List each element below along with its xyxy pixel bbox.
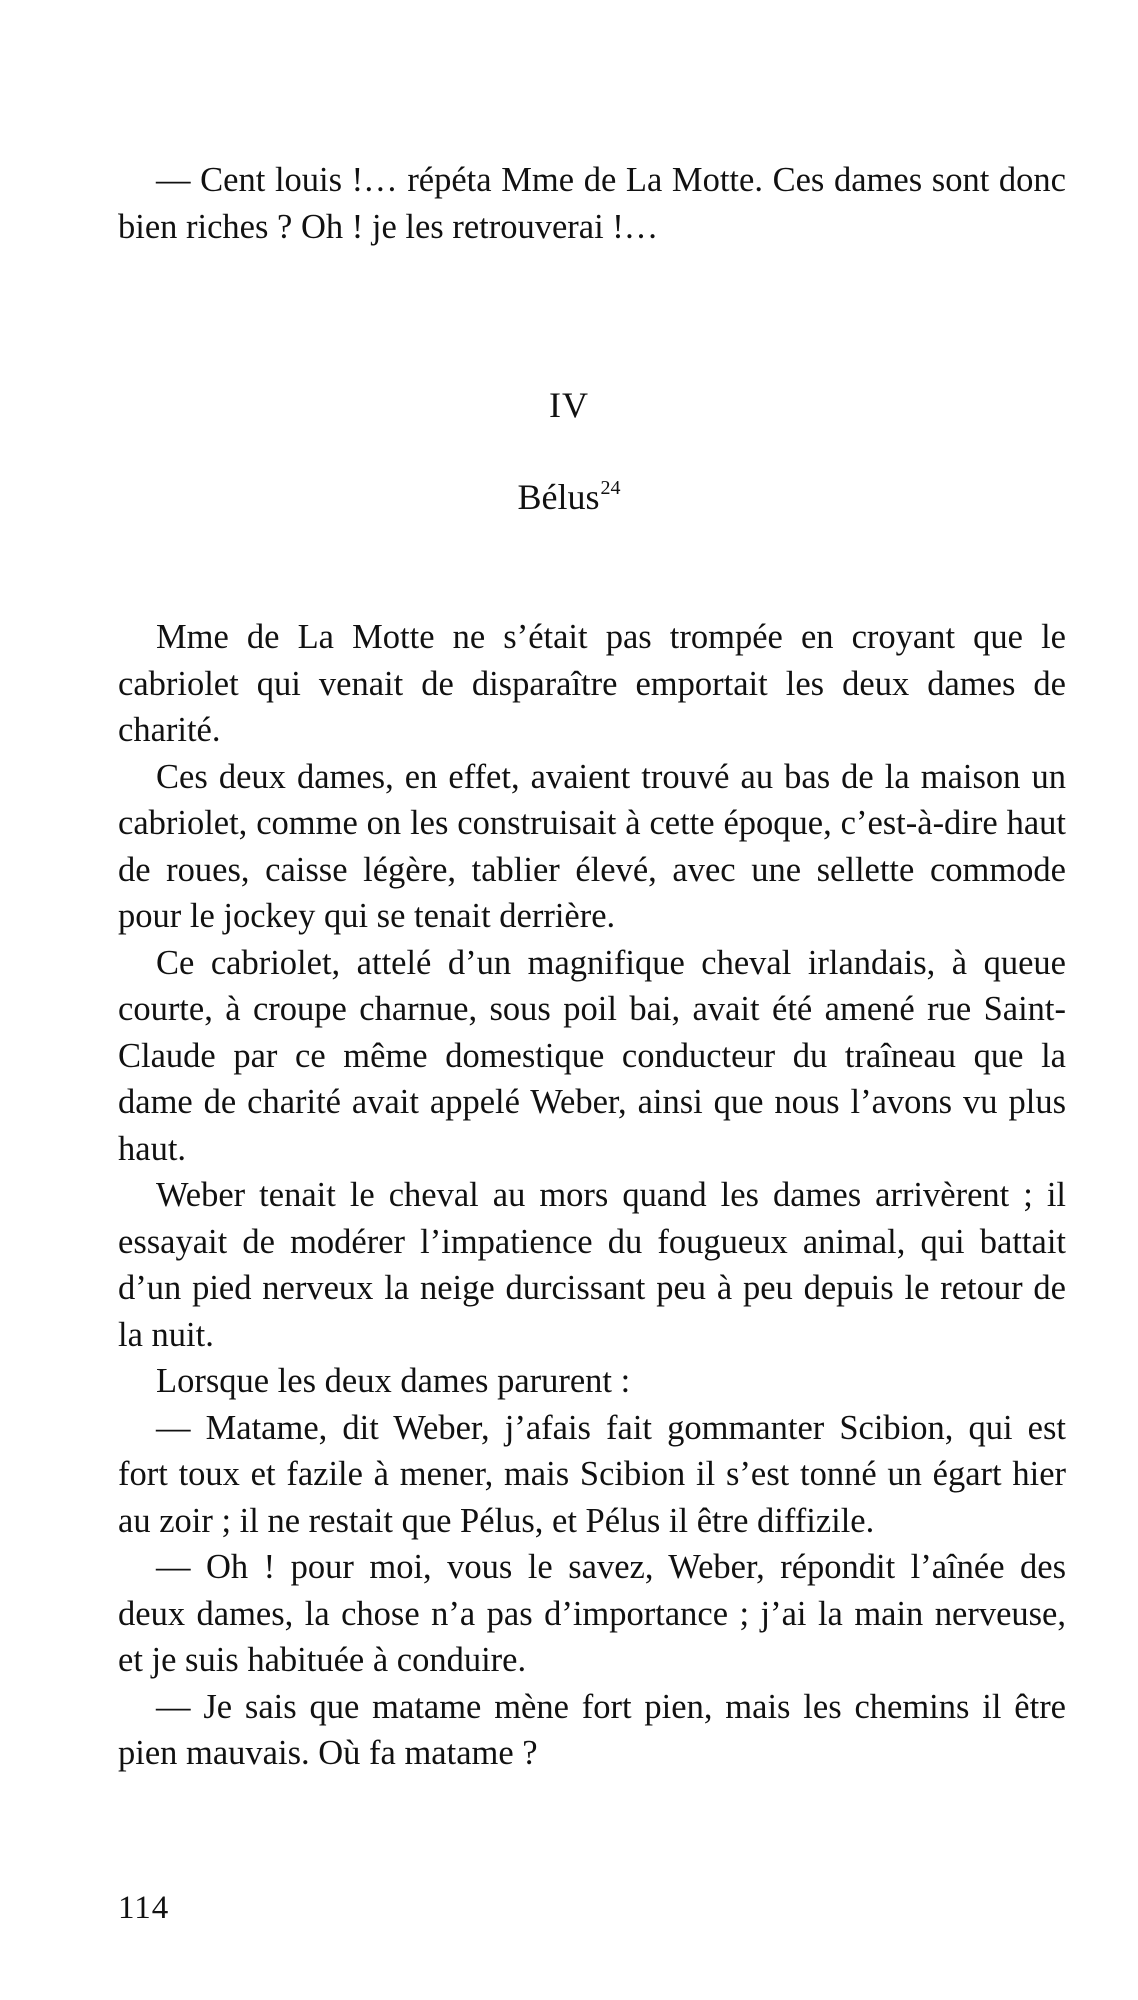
paragraph: — Matame, dit Weber, j’afais fait gommanter Scibion, qui est fort toux et fazile à mener, mais Scibion il s’est tonné un égart hier au zoir ; il ne restait que Pélus, et Pélus il être diffizile.: [118, 1408, 1066, 1540]
page-number: 114: [118, 1890, 170, 1926]
chapter-number: IV: [549, 385, 589, 425]
paragraph: Weber tenait le cheval au mors quand les dames arrivèrent ; il essayait de modérer l’impatience du fougueux animal, qui battait d’un pied nerveux la neige durcissant peu à peu depuis le retour de la nuit.: [118, 1176, 1066, 1354]
opening-paragraph-block: [118, 157, 1066, 250]
chapter-title-heading: [0, 476, 1138, 518]
opening-paragraph: — Cent louis !… répéta Mme de La Motte. Ces dames sont donc bien riches ? Oh ! je les retrouverai !…: [118, 161, 1066, 246]
paragraph: — Je sais que matame mène fort pien, mais les chemins il être pien mauvais. Où fa matame ?: [118, 1687, 1066, 1772]
paragraph: — Oh ! pour moi, vous le savez, Weber, répondit l’aînée des deux dames, la chose n’a pas d’importance ; j’ai la main nerveuse, et je suis habituée à conduire.: [118, 1548, 1066, 1679]
paragraph: Ces deux dames, en effet, avaient trouvé au bas de la maison un cabriolet, comme on les construisait à cette époque, c’est-à-dire haut de roues, caisse légère, tablier élevé, avec une sellette commode pour le jockey qui se tenait derrière.: [118, 757, 1066, 935]
chapter-body: [118, 614, 1066, 1777]
paragraph: Ce cabriolet, attelé d’un magnifique cheval irlandais, à queue courte, à croupe charnue, sous poil bai, avait été amené rue Saint-Claude par ce même domestique conducteur du traîneau que la dame de charité avait appelé Weber, ainsi que nous l’avons vu plus haut.: [118, 943, 1066, 1168]
footnote-reference: 24: [600, 477, 621, 499]
paragraph: Mme de La Motte ne s’était pas trompée en croyant que le cabriolet qui venait de disparaître emportait les deux dames de charité.: [118, 618, 1066, 749]
paragraph: Lorsque les deux dames parurent :: [156, 1362, 631, 1400]
chapter-title: Bélus: [517, 477, 600, 517]
